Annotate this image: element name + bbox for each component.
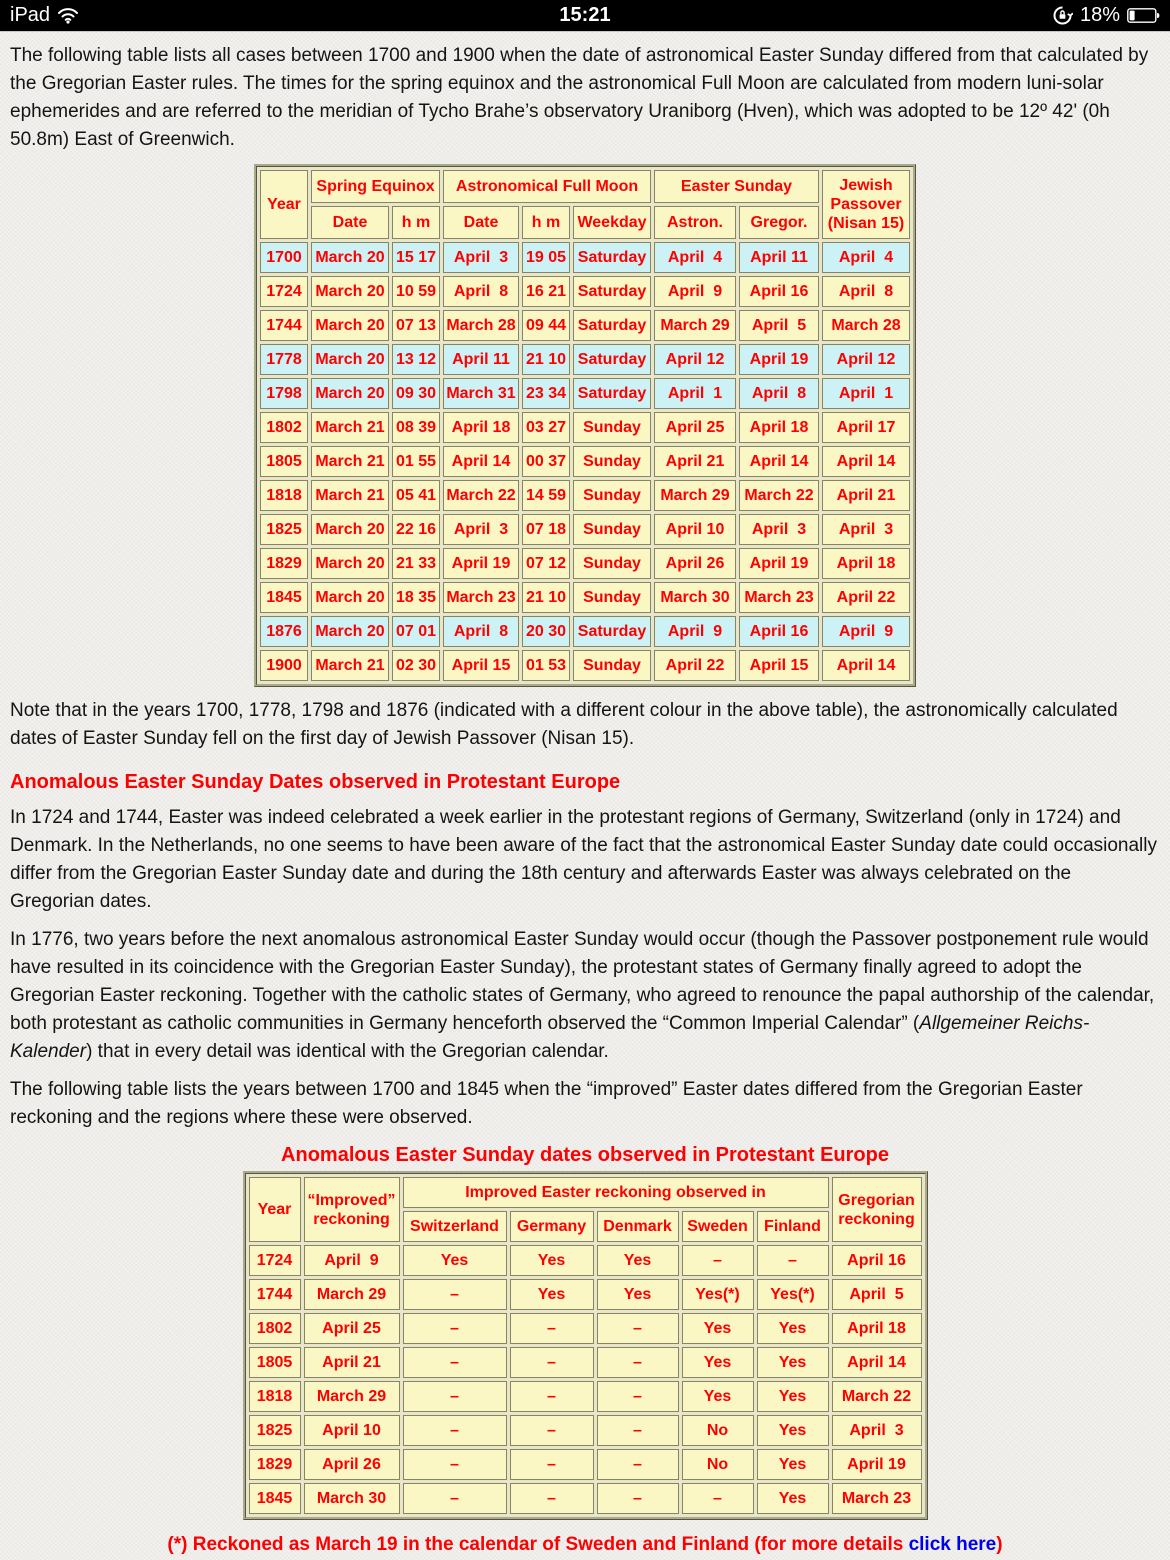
table-cell: No — [682, 1415, 754, 1446]
table-cell: – — [510, 1381, 594, 1412]
table-cell: 18 35 — [392, 582, 440, 613]
col-header-hm: h m — [522, 206, 570, 239]
table-cell: – — [597, 1347, 679, 1378]
table-cell: March 21 — [311, 446, 389, 477]
paragraph-1: In 1724 and 1744, Easter was indeed celebrated a week earlier in the protestant regions of Germany, Switzerland (only in 1724) and Denmark. In the Netherlands, no one seems to have been aware of the fact that the astronomical Easter Sunday date could occasionally differ from the Gregorian Easter Sunday date and during the 18th century and afterwards Easter was always celebrated on the Gregorian dates. — [10, 807, 1158, 912]
table-cell: March 23 — [443, 582, 519, 613]
col-header-year: Year — [249, 1177, 301, 1242]
table-row — [249, 1483, 922, 1514]
paragraph-2-text: In 1776, two years before the next anomalous astronomical Easter Sunday would occur (though the Passover postponement rule would have resulted in its coincidence with the Gregorian Easter Sunday), the protestant states of Germany finally agreed to adopt the Gregorian Easter reckoning. Together with the catholic states of Germany, who agreed to renounce the papal authorship of the calendar, both protestant as catholic communities in Germany henceforth observed the “Common Imperial Calendar” ( — [10, 929, 1155, 1034]
table-cell: April 3 — [832, 1415, 922, 1446]
table-row — [260, 242, 910, 273]
table-cell: Yes — [682, 1313, 754, 1344]
table-cell: Yes — [757, 1313, 829, 1344]
table-cell: March 20 — [311, 616, 389, 647]
table-cell: April 14 — [832, 1347, 922, 1378]
easter-dates-table — [254, 164, 916, 687]
col-header-date: Date — [443, 206, 519, 239]
table-cell: 14 59 — [522, 480, 570, 511]
table-cell: Sunday — [573, 480, 651, 511]
table-cell: March 20 — [311, 242, 389, 273]
table-cell: 03 27 — [522, 412, 570, 443]
paragraph-2-text: ) that in every detail was identical with the Gregorian calendar. — [86, 1041, 609, 1062]
table-cell: April 16 — [739, 616, 819, 647]
table-cell: – — [510, 1347, 594, 1378]
status-bar — [0, 0, 1170, 32]
table-cell: April 8 — [443, 276, 519, 307]
table-cell: March 20 — [311, 378, 389, 409]
table-cell: March 22 — [443, 480, 519, 511]
table-cell: April 19 — [832, 1449, 922, 1480]
table-cell: – — [597, 1483, 679, 1514]
table-cell: 1802 — [260, 412, 308, 443]
table-row — [260, 514, 910, 545]
protestant-europe-table — [243, 1171, 928, 1520]
table-cell: 1825 — [249, 1415, 301, 1446]
table-cell: Yes — [682, 1347, 754, 1378]
table-cell: March 21 — [311, 480, 389, 511]
table-cell: April 21 — [822, 480, 910, 511]
table-cell: April 9 — [304, 1245, 400, 1276]
table-cell: – — [597, 1449, 679, 1480]
table-cell: 01 53 — [522, 650, 570, 681]
table-row — [260, 480, 910, 511]
col-header-date: Date — [311, 206, 389, 239]
table-header-row — [260, 170, 910, 203]
table-row — [249, 1245, 922, 1276]
paragraph-3: The following table lists the years between 1700 and 1845 when the “improved” Easter dates differed from the Gregorian Easter reckoning and the regions where these were observed. — [10, 1079, 1083, 1128]
table-cell: No — [682, 1449, 754, 1480]
table-cell: Saturday — [573, 378, 651, 409]
table-cell: Saturday — [573, 242, 651, 273]
table-cell: March 22 — [832, 1381, 922, 1412]
table-cell: March 20 — [311, 310, 389, 341]
table-cell: April 22 — [822, 582, 910, 613]
table-cell: 1744 — [260, 310, 308, 341]
table-cell: April 25 — [654, 412, 736, 443]
col-header-spring-equinox: Spring Equinox — [311, 170, 440, 203]
table-cell: April 9 — [822, 616, 910, 647]
table-cell: 1805 — [249, 1347, 301, 1378]
table-cell: Saturday — [573, 616, 651, 647]
col-header-hm: h m — [392, 206, 440, 239]
section-heading: Anomalous Easter Sunday Dates observed in Protestant Europe — [10, 771, 621, 793]
table-cell: 21 33 — [392, 548, 440, 579]
table-cell: 1825 — [260, 514, 308, 545]
table-cell: 1744 — [249, 1279, 301, 1310]
table-cell: March 29 — [654, 310, 736, 341]
table-cell: April 18 — [832, 1313, 922, 1344]
table-cell: March 20 — [311, 548, 389, 579]
footnote-text: (*) Reckoned as March 19 in the calendar of Sweden and Finland (for more details — [167, 1534, 909, 1555]
table-row — [260, 344, 910, 375]
table-cell: March 28 — [822, 310, 910, 341]
table-cell: March 29 — [304, 1279, 400, 1310]
table-cell: March 30 — [304, 1483, 400, 1514]
table-cell: March 21 — [311, 650, 389, 681]
table-cell: April 3 — [443, 242, 519, 273]
table-cell: – — [510, 1483, 594, 1514]
table-cell: Yes — [757, 1483, 829, 1514]
table-cell: April 1 — [654, 378, 736, 409]
col-header-weekday: Weekday — [573, 206, 651, 239]
footnote-text: ) — [996, 1534, 1003, 1555]
table-cell: Yes — [757, 1415, 829, 1446]
table-cell: Yes — [682, 1381, 754, 1412]
col-header-astron: Astron. — [654, 206, 736, 239]
table-cell: April 26 — [304, 1449, 400, 1480]
table-cell: – — [510, 1449, 594, 1480]
table-cell: April 18 — [822, 548, 910, 579]
table-cell: April 3 — [822, 514, 910, 545]
table-cell: April 21 — [304, 1347, 400, 1378]
table-cell: March 23 — [832, 1483, 922, 1514]
table-row — [260, 616, 910, 647]
table-cell: April 8 — [443, 616, 519, 647]
table-cell: 1900 — [260, 650, 308, 681]
table-cell: April 12 — [654, 344, 736, 375]
table-cell: April 4 — [654, 242, 736, 273]
table-cell: March 20 — [311, 514, 389, 545]
col-header-full-moon: Astronomical Full Moon — [443, 170, 651, 203]
table-cell: 21 10 — [522, 582, 570, 613]
table-cell: – — [757, 1245, 829, 1276]
table-cell: 01 55 — [392, 446, 440, 477]
col-header-germany: Germany — [510, 1211, 594, 1242]
table-cell: April 22 — [654, 650, 736, 681]
table-cell: 1845 — [249, 1483, 301, 1514]
table-cell: March 20 — [311, 582, 389, 613]
table-row — [260, 378, 910, 409]
table-cell: 07 13 — [392, 310, 440, 341]
table-header-row — [249, 1177, 922, 1208]
table-cell: April 9 — [654, 616, 736, 647]
table-cell: April 17 — [822, 412, 910, 443]
table-cell: Yes — [757, 1381, 829, 1412]
col-header-switzerland: Switzerland — [403, 1211, 507, 1242]
table-cell: Sunday — [573, 548, 651, 579]
table-cell: 10 59 — [392, 276, 440, 307]
table-cell: 07 12 — [522, 548, 570, 579]
table-subheader-row — [260, 206, 910, 239]
table-cell: 23 34 — [522, 378, 570, 409]
table-cell: 1829 — [260, 548, 308, 579]
col-header-observed-in: Improved Easter reckoning observed in — [403, 1177, 829, 1208]
table-cell: 16 21 — [522, 276, 570, 307]
table2-title: Anomalous Easter Sunday dates observed in Protestant Europe — [281, 1144, 889, 1166]
table-cell: 1829 — [249, 1449, 301, 1480]
table-cell: April 1 — [822, 378, 910, 409]
table-row — [260, 582, 910, 613]
table-cell: April 14 — [822, 650, 910, 681]
table-cell: 1778 — [260, 344, 308, 375]
table-cell: – — [403, 1279, 507, 1310]
table-cell: 22 16 — [392, 514, 440, 545]
table-cell: Yes — [597, 1279, 679, 1310]
table-cell: 1818 — [260, 480, 308, 511]
table-cell: Sunday — [573, 514, 651, 545]
intro-paragraph: The following table lists all cases between 1700 and 1900 when the date of astronomical Easter Sunday differed from that calculated by the Gregorian Easter rules. The times for the spring equinox and the astronomical Full Moon are calculated from modern luni-solar ephemerides and are referred to the meridian of Tycho Brahe’s observatory Uraniborg (Hven), which was adopted to be 12º 42' (0h 50.8m) East of Greenwich. — [10, 45, 1149, 150]
col-header-improved: “Improved” reckoning — [304, 1177, 400, 1242]
table-cell: April 26 — [654, 548, 736, 579]
table-cell: 1724 — [249, 1245, 301, 1276]
table-cell: 19 05 — [522, 242, 570, 273]
table-row — [260, 446, 910, 477]
page-content — [0, 42, 1170, 1556]
table-row — [249, 1279, 922, 1310]
note-paragraph: Note that in the years 1700, 1778, 1798 and 1876 (indicated with a different colour in the above table), the astronomically calculated dates of Easter Sunday fell on the first day of Jewish Passover (Nisan 15). — [10, 700, 1118, 749]
table-cell: Saturday — [573, 310, 651, 341]
table-cell: 1798 — [260, 378, 308, 409]
table-row — [260, 310, 910, 341]
table-cell: March 23 — [739, 582, 819, 613]
table-row — [260, 412, 910, 443]
table-cell: April 5 — [739, 310, 819, 341]
col-header-finland: Finland — [757, 1211, 829, 1242]
table-cell: – — [597, 1381, 679, 1412]
table-cell: April 14 — [822, 446, 910, 477]
table-cell: Sunday — [573, 650, 651, 681]
table-cell: Sunday — [573, 582, 651, 613]
table-cell: – — [403, 1483, 507, 1514]
table-cell: March 20 — [311, 344, 389, 375]
paragraph-2-italic: Allgemeiner Reichs-Kalender — [10, 1013, 1090, 1062]
table-cell: April 11 — [443, 344, 519, 375]
table-cell: – — [403, 1449, 507, 1480]
table-cell: 08 39 — [392, 412, 440, 443]
table-cell: 02 30 — [392, 650, 440, 681]
table-cell: Yes — [597, 1245, 679, 1276]
table-cell: 13 12 — [392, 344, 440, 375]
table-cell: 1805 — [260, 446, 308, 477]
table-cell: – — [403, 1347, 507, 1378]
table-row — [260, 276, 910, 307]
table-cell: Sunday — [573, 412, 651, 443]
table-cell: 1724 — [260, 276, 308, 307]
table-cell: 20 30 — [522, 616, 570, 647]
table-cell: March 29 — [654, 480, 736, 511]
table-cell: – — [682, 1245, 754, 1276]
table-cell: 05 41 — [392, 480, 440, 511]
table-row — [260, 650, 910, 681]
carrier-label: iPad — [10, 4, 51, 26]
col-header-denmark: Denmark — [597, 1211, 679, 1242]
table-row — [249, 1449, 922, 1480]
table-cell: 09 44 — [522, 310, 570, 341]
table-cell: 1876 — [260, 616, 308, 647]
table-cell: April 10 — [304, 1415, 400, 1446]
table-cell: April 15 — [739, 650, 819, 681]
table-cell: 1802 — [249, 1313, 301, 1344]
table-cell: March 30 — [654, 582, 736, 613]
table-cell: Yes — [757, 1449, 829, 1480]
table-cell: – — [403, 1313, 507, 1344]
table-cell: April 25 — [304, 1313, 400, 1344]
table-cell: April 14 — [443, 446, 519, 477]
table-cell: April 12 — [822, 344, 910, 375]
table-cell: Sunday — [573, 446, 651, 477]
col-header-easter-sunday: Easter Sunday — [654, 170, 819, 203]
col-header-gregorian: Gregorian reckoning — [832, 1177, 922, 1242]
table-cell: – — [510, 1415, 594, 1446]
table-row — [249, 1347, 922, 1378]
table-row — [249, 1381, 922, 1412]
paragraph-2 — [10, 926, 1160, 1066]
table-cell: Yes — [510, 1245, 594, 1276]
col-header-year: Year — [260, 170, 308, 239]
table-cell: April 15 — [443, 650, 519, 681]
table-cell: April 16 — [739, 276, 819, 307]
table-cell: April 8 — [739, 378, 819, 409]
table-cell: – — [682, 1483, 754, 1514]
table-cell: April 14 — [739, 446, 819, 477]
table-cell: March 20 — [311, 276, 389, 307]
table-cell: 00 37 — [522, 446, 570, 477]
table-cell: April 3 — [443, 514, 519, 545]
table-row — [260, 548, 910, 579]
table-cell: April 19 — [739, 344, 819, 375]
table-cell: April 11 — [739, 242, 819, 273]
table-cell: Yes(*) — [757, 1279, 829, 1310]
table-cell: Yes — [510, 1279, 594, 1310]
table-cell: March 31 — [443, 378, 519, 409]
table-cell: – — [597, 1313, 679, 1344]
click-here-link[interactable]: click here — [908, 1534, 997, 1555]
table-cell: 07 18 — [522, 514, 570, 545]
table-cell: April 5 — [832, 1279, 922, 1310]
table-cell: March 28 — [443, 310, 519, 341]
footnote — [10, 1534, 1160, 1556]
table-cell: – — [403, 1381, 507, 1412]
table-cell: Saturday — [573, 276, 651, 307]
table-cell: Yes — [403, 1245, 507, 1276]
table-cell: April 16 — [832, 1245, 922, 1276]
table-cell: – — [510, 1313, 594, 1344]
table-cell: – — [403, 1415, 507, 1446]
table-cell: 21 10 — [522, 344, 570, 375]
col-header-gregor: Gregor. — [739, 206, 819, 239]
table-cell: April 10 — [654, 514, 736, 545]
table-cell: 1700 — [260, 242, 308, 273]
col-header-sweden: Sweden — [682, 1211, 754, 1242]
table-cell: April 3 — [739, 514, 819, 545]
table-cell: Yes(*) — [682, 1279, 754, 1310]
battery-percent-label: 18% — [1079, 4, 1120, 26]
table-cell: – — [597, 1415, 679, 1446]
table-cell: April 8 — [822, 276, 910, 307]
table-cell: April 18 — [739, 412, 819, 443]
table-cell: 07 01 — [392, 616, 440, 647]
table-row — [249, 1313, 922, 1344]
table-cell: Yes — [757, 1347, 829, 1378]
table-cell: 1818 — [249, 1381, 301, 1412]
table-cell: April 9 — [654, 276, 736, 307]
table-cell: 15 17 — [392, 242, 440, 273]
clock: 15:21 — [559, 4, 611, 26]
table-cell: March 21 — [311, 412, 389, 443]
table-cell: 09 30 — [392, 378, 440, 409]
table-cell: April 18 — [443, 412, 519, 443]
table-cell: Saturday — [573, 344, 651, 375]
table-cell: April 21 — [654, 446, 736, 477]
table-cell: April 19 — [443, 548, 519, 579]
table-row — [249, 1415, 922, 1446]
col-header-passover: Jewish Passover (Nisan 15) — [822, 170, 910, 239]
table-cell: April 19 — [739, 548, 819, 579]
table-cell: March 22 — [739, 480, 819, 511]
table-cell: April 4 — [822, 242, 910, 273]
table-cell: March 29 — [304, 1381, 400, 1412]
table-cell: 1845 — [260, 582, 308, 613]
